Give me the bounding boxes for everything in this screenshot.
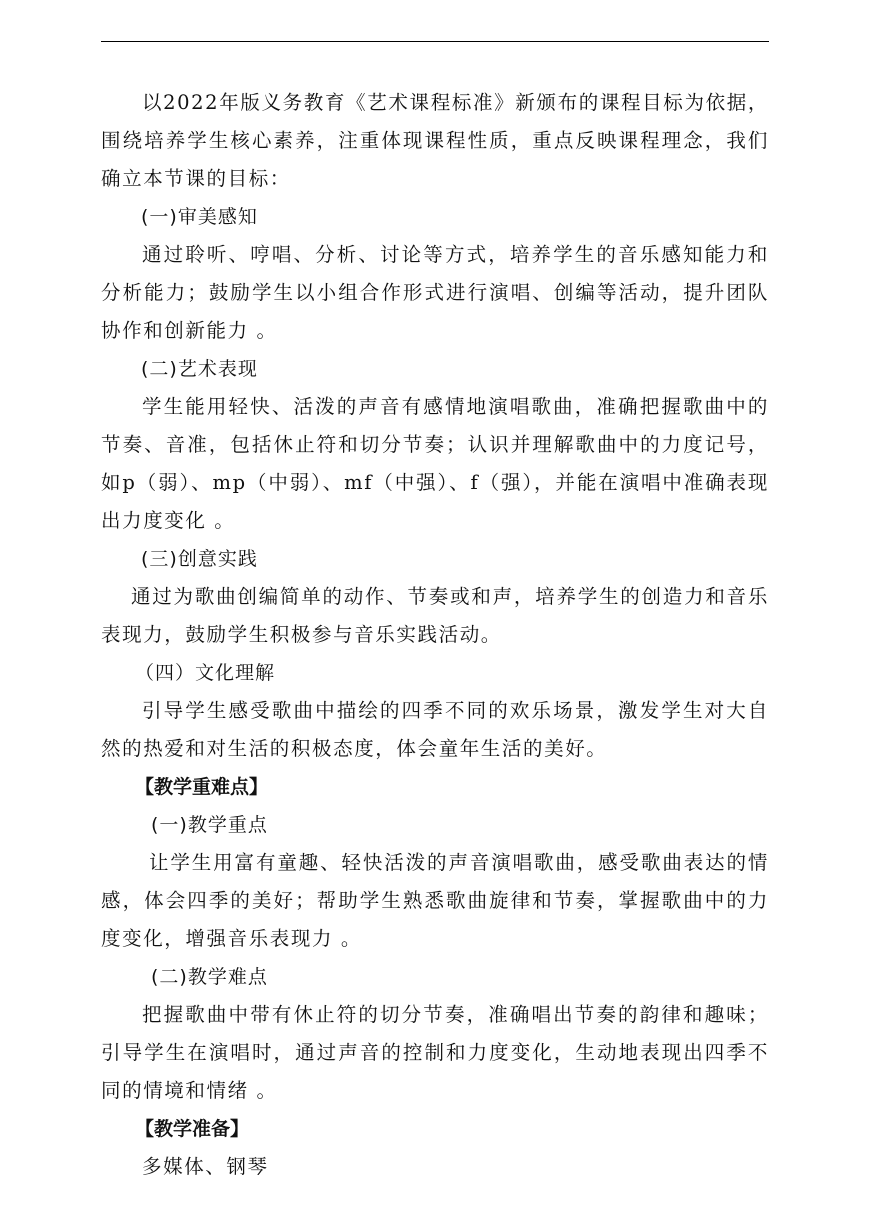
difficulty-text: 把握歌曲中带有休止符的切分节奏，准确唱出节奏的韵律和趣味；引导学生在演唱时，通过声音的控制和力度变化，生动地表现出四季不同的情境和情绪 。: [101, 1003, 769, 1102]
document-body: [101, 84, 769, 1186]
goal-heading-expression: (二)艺术表现: [141, 358, 258, 380]
goal-text-expression: 学生能用轻快、活泼的声音有感情地演唱歌曲，准确把握歌曲中的节奏、音准，包括休止符和切分节奏；认识并理解歌曲中的力度记号，如p（弱）、mp（中弱）、mf（中强）、f（强），并能在演唱中准确表现出力度变化 。: [101, 395, 769, 532]
goal-heading-culture: （四）文化理解: [135, 662, 276, 684]
difficulty-heading: (二)教学难点: [151, 966, 268, 988]
focus-text: 让学生用富有童趣、轻快活泼的声音演唱歌曲，感受歌曲表达的情感，体会四季的美好；帮助学生熟悉歌曲旋律和节奏，掌握歌曲中的力度变化，增强音乐表现力 。: [101, 851, 769, 950]
key-points-heading: 【教学重难点】: [135, 776, 269, 798]
intro-paragraph: 以2022年版义务教育《艺术课程标准》新颁布的课程目标为依据，围绕培养学生核心素养，注重体现课程性质，重点反映课程理念，我们确立本节课的目标：: [101, 91, 769, 190]
header-rule: [101, 41, 769, 42]
goal-text-creative: 通过为歌曲创编简单的动作、节奏或和声，培养学生的创造力和音乐表现力，鼓励学生积极参与音乐实践活动。: [101, 585, 769, 646]
focus-heading: (一)教学重点: [151, 814, 268, 836]
goal-heading-creative: (三)创意实践: [141, 548, 258, 570]
preparation-text: 多媒体、钢琴: [142, 1155, 269, 1178]
goal-text-culture: 引导学生感受歌曲中描绘的四季不同的欢乐场景，激发学生对大自然的热爱和对生活的积极态度，体会童年生活的美好。: [101, 699, 769, 760]
goal-text-aesthetic: 通过聆听、哼唱、分析、讨论等方式，培养学生的音乐感知能力和分析能力；鼓励学生以小组合作形式进行演唱、创编等活动，提升团队协作和创新能力 。: [101, 243, 769, 342]
preparation-heading: 【教学准备】: [135, 1118, 250, 1140]
goal-heading-aesthetic: (一)审美感知: [141, 206, 258, 228]
